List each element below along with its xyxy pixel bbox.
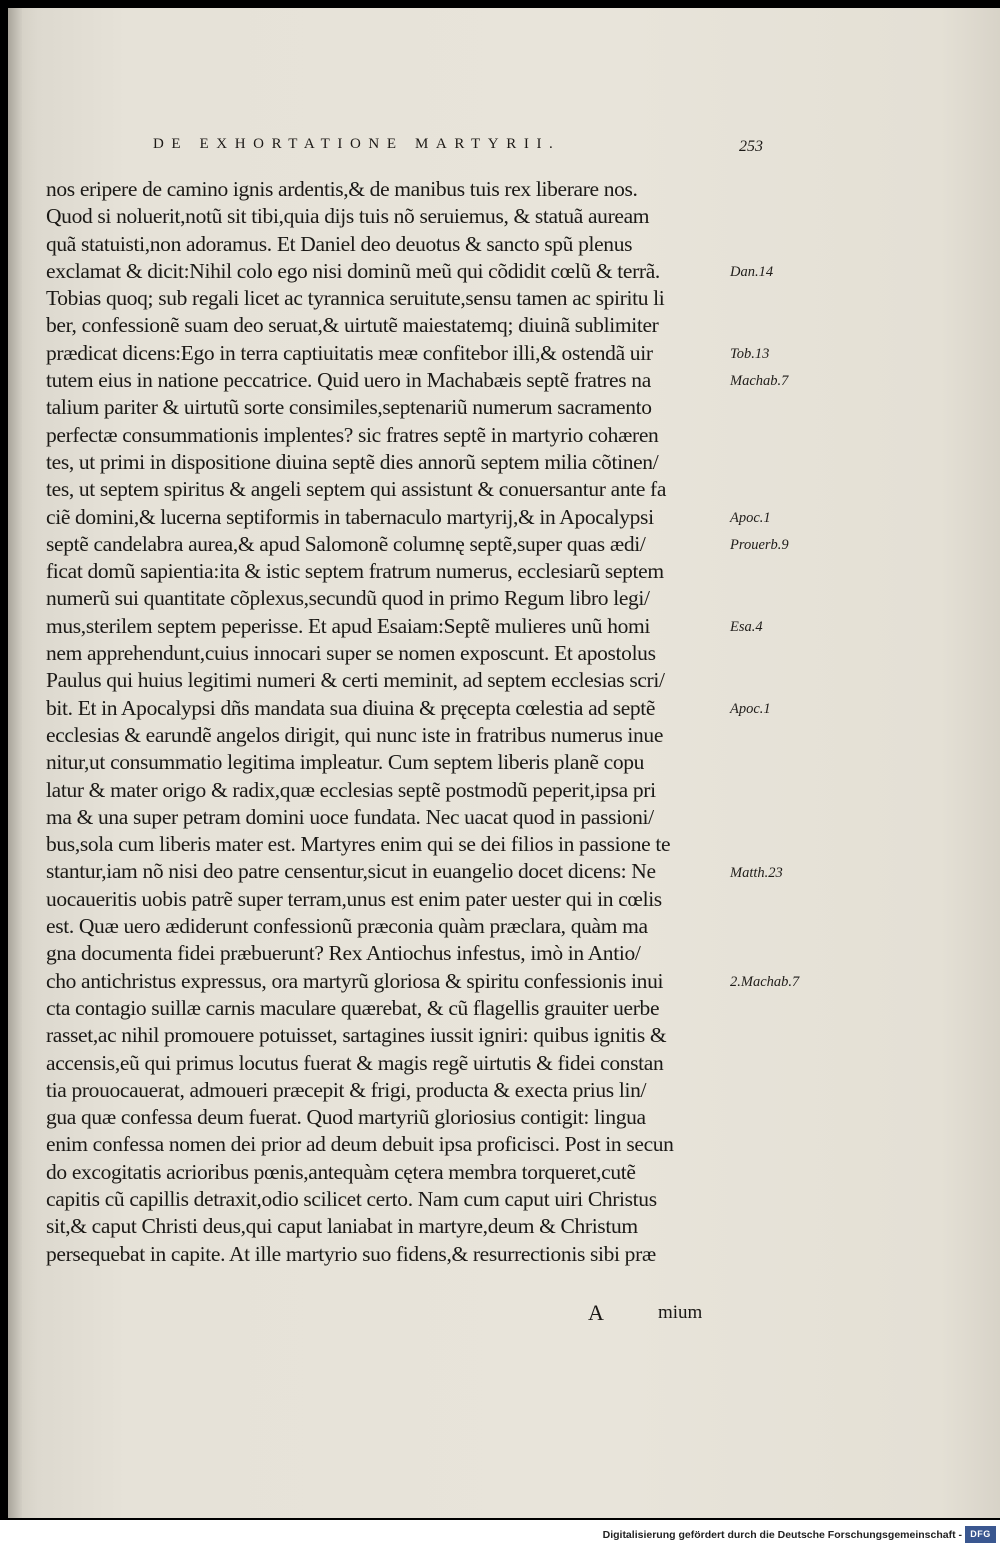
catchword: mium: [658, 1302, 703, 1323]
text-line: cta contagio suillæ carnis maculare quærebat, & cũ flagellis grauiter uerbe: [46, 995, 660, 1020]
text-line: sit,& caput Christi deus,qui caput laniabat in martyre,deum & Christum: [46, 1214, 638, 1239]
text-line: quã statuisti,non adoramus. Et Daniel deo deuotus & sancto spũ plenus: [46, 231, 633, 256]
margin-note: Matth.23: [730, 864, 783, 881]
page-gutter-shadow: [8, 8, 22, 1518]
text-line: Quod si noluerit,notũ sit tibi,quia dijs tuis nõ seruiemus, & statuã auream: [46, 204, 650, 229]
text-line: cho antichristus expressus, ora martyrũ gloriosa & spiritu confessionis inui: [46, 968, 664, 993]
page-number: 253: [739, 138, 763, 155]
text-line: tia prouocauerat, admoueri præcepit & frigi, producta & execta prius lin/: [46, 1077, 647, 1102]
text-line: tes, ut primi in dispositione diuina septẽ dies annorũ septem milia cõtinen/: [46, 449, 659, 474]
text-line: uocaueritis uobis patrẽ super terram,unus est enim pater uester qui in cœlis: [46, 886, 662, 911]
running-head: [153, 136, 763, 164]
margin-note: 2.Machab.7: [730, 973, 800, 990]
text-line: tutem eius in natione peccatrice. Quid uero in Machabæis septẽ fratres na: [46, 368, 651, 393]
text-line: latur & mater origo & radix,quæ ecclesias septẽ postmodũ peperit,ipsa pri: [46, 777, 656, 802]
text-line: capitis cũ capillis detraxit,odio scilicet certo. Nam cum caput uiri Christus: [46, 1186, 657, 1211]
text-line: gua quæ confessa deum fuerat. Quod martyriũ gloriosius contigit: lingua: [46, 1105, 646, 1130]
margin-note: Machab.7: [730, 373, 789, 390]
text-line: persequebat in capite. At ille martyrio suo fidens,& resurrectionis sibi præ: [46, 1241, 656, 1266]
text-line: talium pariter & uirtutũ sorte consimiles,septenariũ numerum sacramento: [46, 395, 652, 420]
text-line: ber, confessionẽ suam deo seruat,& uirtutẽ maiestatemq; diuinã sublimiter: [46, 313, 659, 338]
text-line: Paulus qui huius legitimi numeri & certi meminit, ad septem ecclesias scri/: [46, 668, 665, 693]
text-line: septẽ candelabra aurea,& apud Salomonẽ columnę septẽ,super quas ædi/: [46, 531, 646, 556]
margin-note: Prouerb.9: [730, 536, 789, 553]
signature-mark: A: [588, 1300, 604, 1325]
text-line: bus,sola cum liberis mater est. Martyres enim qui se dei filios in passione te: [46, 832, 671, 857]
text-line: do excogitatis acrioribus pœnis,antequàm cętera membra torqueret,cutẽ: [46, 1159, 636, 1184]
text-line: nos eripere de camino ignis ardentis,& de manibus tuis rex liberare nos.: [46, 177, 638, 201]
margin-note: Dan.14: [730, 263, 774, 280]
catchword-row: [588, 1300, 728, 1330]
margin-note: Tob.13: [730, 345, 770, 362]
text-line: stantur,iam nõ nisi deo patre censentur,sicut in euangelio docet dicens: Ne: [46, 859, 656, 884]
text-line: ma & una super petram domini uoce fundata. Nec uacat quod in passioni/: [46, 804, 654, 829]
running-title: DE EXHORTATIONE MARTYRII.: [153, 136, 561, 152]
footer-credit-text: Digitalisierung gefördert durch die Deutsche Forschungsgemeinschaft -: [602, 1529, 962, 1541]
text-line: est. Quæ uero ædiderunt confessionũ præconia quàm præclara, quàm ma: [46, 914, 648, 939]
text-line: prædicat dicens:Ego in terra captiuitatis meæ confitebor illi,& ostendã uir: [46, 340, 653, 365]
dfg-logo: DFG: [965, 1526, 996, 1543]
margin-note: Apoc.1: [730, 700, 771, 717]
margin-note: Apoc.1: [730, 509, 771, 526]
text-line: nem apprehendunt,cuius innocari super se nomen exposcunt. Et apostolus: [46, 641, 656, 666]
text-line: ecclesias & earundẽ angelos dirigit, qui nunc iste in fratribus numerus inue: [46, 722, 664, 747]
margin-note: Esa.4: [730, 618, 763, 635]
text-line: ciẽ domini,& lucerna septiformis in tabernaculo martyrij,& in Apocalypsi: [46, 504, 654, 529]
text-line: rasset,ac nihil promouere potuisset, sartagines iussit igniri: quibus ignitis &: [46, 1023, 667, 1048]
text-line: enim confessa nomen dei prior ad deum debuit ipsa proficisci. Post in secun: [46, 1132, 674, 1157]
text-line: mus,sterilem septem peperisse. Et apud Esaiam:Septẽ mulieres unũ homi: [46, 613, 650, 638]
text-line: accensis,eũ qui primus locutus fuerat & magis regẽ uirtutis & fidei constan: [46, 1050, 664, 1075]
text-line: numerũ sui quantitate cõplexus,secundũ quod in primo Regum libro legi/: [46, 586, 650, 611]
text-line: ficat domũ sapientia:ita & istic septem fratrum numerus, ecclesiarũ septem: [46, 559, 664, 584]
text-line: Tobias quoq; sub regali licet ac tyrannica seruitute,sensu tamen ac spiritu li: [46, 286, 665, 311]
text-line: gna documenta fidei præbuerunt? Rex Antiochus infestus, imò in Antio/: [46, 941, 641, 966]
text-line: tes, ut septem spiritus & angeli septem qui assistunt & conuersantur ante fa: [46, 477, 667, 502]
text-line: bit. Et in Apocalypsi dñs mandata sua diuina & pręcepta cœlestia ad septẽ: [46, 695, 656, 720]
book-page: [8, 8, 1000, 1518]
text-line: perfectæ consummationis implentes? sic fratres septẽ in martyrio cohæren: [46, 422, 659, 447]
text-line: exclamat & dicit:Nihil colo ego nisi dominũ meũ qui cõdidit cœlũ & terrã.: [46, 258, 660, 283]
digitization-footer: [0, 1520, 1000, 1551]
text-block: [46, 176, 736, 1268]
text-line: nitur,ut consummatio legitima impleatur. Cum septem liberis planẽ copu: [46, 750, 645, 775]
